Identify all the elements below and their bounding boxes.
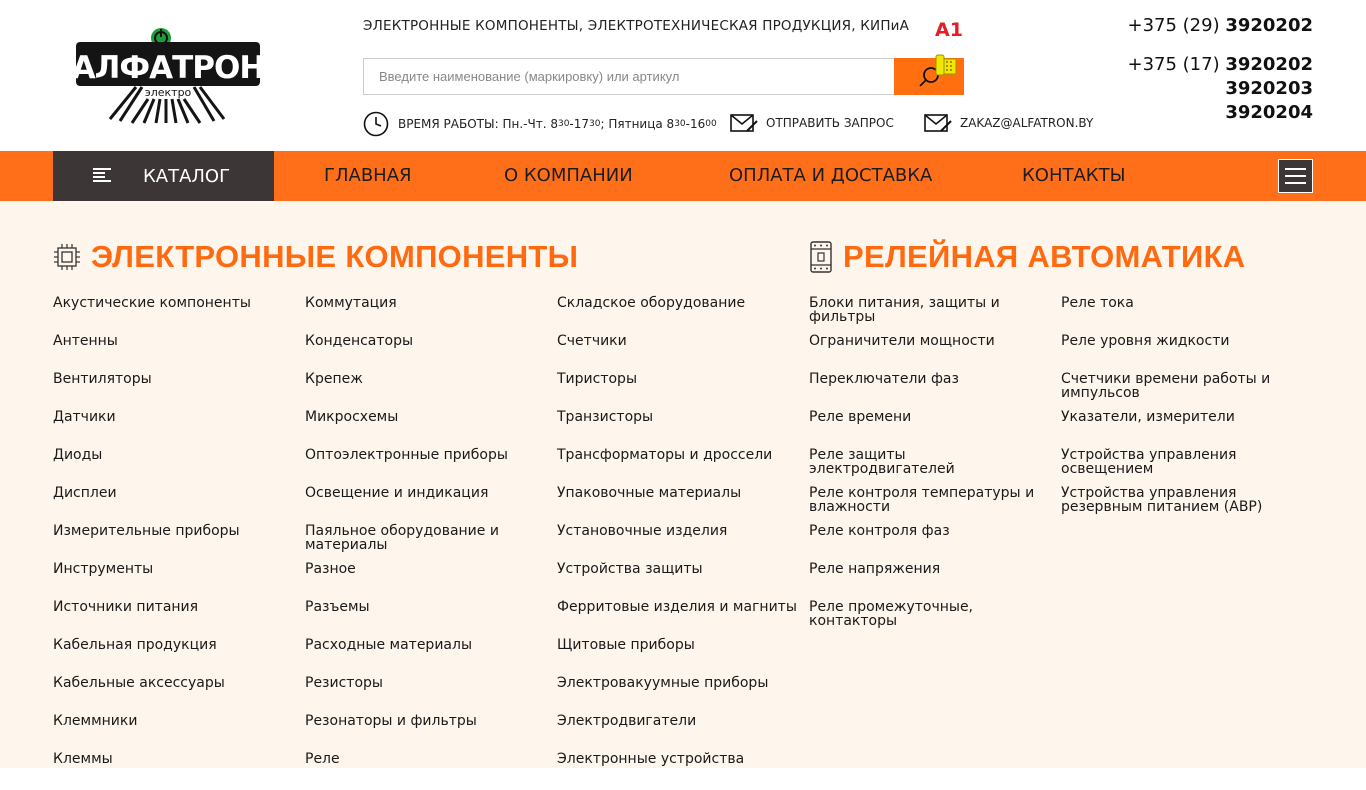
nav-payment-delivery[interactable]: ОПЛАТА И ДОСТАВКА [729, 165, 933, 186]
catalog-link[interactable]: Инструменты [53, 561, 154, 577]
section-title: РЕЛЕЙНАЯ АВТОМАТИКА [843, 239, 1246, 274]
envelope-pen-icon [730, 111, 758, 135]
catalog-link[interactable]: Клеммники [53, 713, 138, 729]
catalog-link[interactable]: Реле контроля температуры и влажности [809, 485, 1035, 515]
a1-operator-icon [935, 16, 964, 41]
relay-column-1 [809, 296, 1045, 638]
catalog-link[interactable]: Счетчики времени работы и импульсов [1061, 371, 1271, 401]
catalog-link[interactable]: Разъемы [305, 599, 370, 615]
main-nav [0, 151, 1366, 201]
hours-weekdays: Пн.-Чт. 8 [502, 117, 558, 131]
hours-label: ВРЕМЯ РАБОТЫ: [398, 117, 499, 131]
catalog-link[interactable]: Измерительные приборы [53, 523, 240, 539]
section-relay-automation[interactable] [809, 239, 1246, 275]
catalog-link[interactable]: Крепеж [305, 371, 363, 387]
clock-icon [363, 111, 389, 137]
section-title: ЭЛЕКТРОННЫЕ КОМПОНЕНТЫ [91, 239, 579, 274]
catalog-link[interactable]: Тиристоры [557, 371, 637, 387]
catalog-link[interactable]: Ферритовые изделия и магниты [557, 599, 797, 615]
hours-sup: 30 [589, 119, 601, 129]
nav-home[interactable]: ГЛАВНАЯ [324, 165, 412, 186]
catalog-link[interactable]: Электровакуумные приборы [557, 675, 769, 691]
nav-about[interactable]: О КОМПАНИИ [504, 165, 633, 186]
nav-contacts[interactable]: КОНТАКТЫ [1022, 165, 1126, 186]
catalog-link[interactable]: Упаковочные материалы [557, 485, 742, 501]
catalog-link[interactable]: Устройства управления резервным питанием (АВР) [1061, 485, 1263, 515]
catalog-link[interactable]: Складское оборудование [557, 295, 746, 311]
relay-module-icon [809, 241, 833, 273]
site-tagline: ЭЛЕКТРОННЫЕ КОМПОНЕНТЫ, ЭЛЕКТРОТЕХНИЧЕСКАЯ ПРОДУКЦИЯ, КИПиА [363, 18, 910, 34]
phone-number: 3920203 [1225, 78, 1313, 99]
hours-sup: 30 [674, 119, 686, 129]
phone-mobile[interactable] [935, 14, 1313, 41]
catalog-link[interactable]: Реле [305, 751, 340, 767]
send-request-link[interactable] [730, 111, 894, 135]
catalog-link[interactable]: Ограничители мощности [809, 333, 995, 349]
catalog-label: КАТАЛОГ [143, 165, 231, 187]
hours-sup: 30 [557, 119, 570, 129]
catalog-link[interactable]: Резисторы [305, 675, 383, 691]
catalog-link[interactable]: Установочные изделия [557, 523, 728, 539]
catalog-link[interactable]: Реле контроля фаз [809, 523, 950, 539]
catalog-link[interactable]: Акустические компоненты [53, 295, 251, 311]
catalog-link[interactable]: Источники питания [53, 599, 199, 615]
catalog-link[interactable]: Трансформаторы и дроссели [557, 447, 773, 463]
catalog-link[interactable]: Дисплеи [53, 485, 117, 501]
catalog-link[interactable]: Указатели, измерители [1061, 409, 1235, 425]
catalog-button[interactable] [53, 151, 274, 201]
catalog-link[interactable]: Паяльное оборудование и материалы [305, 523, 499, 553]
search-bar [363, 58, 964, 95]
catalog-link[interactable]: Щитовые приборы [557, 637, 695, 653]
hours-sup: 00 [705, 119, 717, 129]
catalog-link[interactable]: Счетчики [557, 333, 627, 349]
catalog-link[interactable]: Реле промежуточные, контакторы [809, 599, 974, 629]
catalog-link[interactable]: Антенны [53, 333, 118, 349]
hours-text: -16 [685, 117, 706, 131]
catalog-link[interactable]: Расходные материалы [305, 637, 472, 653]
electronic-column-2 [305, 296, 545, 790]
phone-number: 3920202 [1225, 15, 1313, 36]
desk-phone-icon [935, 53, 957, 77]
catalog-link[interactable]: Переключатели фаз [809, 371, 959, 387]
catalog-link[interactable]: Устройства защиты [557, 561, 703, 577]
section-electronic-components[interactable] [53, 239, 578, 275]
working-hours [363, 111, 717, 137]
catalog-link[interactable]: Клеммы [53, 751, 113, 767]
chip-icon [53, 243, 81, 271]
svg-text:A1: A1 [935, 19, 964, 41]
svg-text:электро: электро [144, 86, 192, 99]
search-input[interactable] [364, 59, 894, 94]
catalog-link[interactable]: Микросхемы [305, 409, 399, 425]
catalog-link[interactable]: Реле тока [1061, 295, 1134, 311]
catalog-link[interactable]: Реле времени [809, 409, 912, 425]
site-header [0, 0, 1366, 151]
catalog-link[interactable]: Коммутация [305, 295, 397, 311]
email-address: ZAKAZ@ALFATRON.BY [960, 116, 1094, 130]
catalog-link[interactable]: Блоки питания, защиты и фильтры [809, 295, 1000, 325]
catalog-link[interactable]: Вентиляторы [53, 371, 152, 387]
catalog-link[interactable]: Электродвигатели [557, 713, 697, 729]
phone-landline[interactable] [1127, 77, 1313, 101]
catalog-link[interactable]: Кабельные аксессуары [53, 675, 225, 691]
phone-landline[interactable] [1127, 101, 1313, 125]
list-icon [93, 167, 111, 185]
catalog-link[interactable]: Конденсаторы [305, 333, 414, 349]
catalog-link[interactable]: Датчики [53, 409, 116, 425]
hours-text: -17 [569, 117, 590, 131]
catalog-link[interactable]: Транзисторы [557, 409, 654, 425]
phone-landline[interactable] [1127, 53, 1313, 77]
catalog-content [0, 201, 1366, 768]
relay-column-2 [1061, 296, 1301, 524]
catalog-link[interactable]: Реле уровня жидкости [1061, 333, 1230, 349]
catalog-link[interactable]: Диоды [53, 447, 103, 463]
phone-number: 3920204 [1225, 102, 1313, 123]
catalog-link[interactable]: Реле защиты электродвигателей [809, 447, 955, 477]
catalog-link[interactable]: Реле напряжения [809, 561, 941, 577]
electronic-column-3 [557, 296, 797, 790]
catalog-link[interactable]: Электронные устройства [557, 751, 745, 767]
email-link[interactable] [924, 111, 1093, 135]
catalog-link[interactable]: Резонаторы и фильтры [305, 713, 477, 729]
hours-friday: ; Пятница 8 [600, 117, 675, 131]
svg-text:АЛФАТРОН: АЛФАТРОН [71, 50, 265, 86]
send-request-label: ОТПРАВИТЬ ЗАПРОС [766, 116, 894, 130]
catalog-link[interactable]: Разное [305, 561, 356, 577]
catalog-link[interactable]: Освещение и индикация [305, 485, 489, 501]
catalog-link[interactable]: Оптоэлектронные приборы [305, 447, 508, 463]
phone-prefix: +375 (17) [1127, 54, 1226, 75]
phone-number: 3920202 [1225, 54, 1313, 75]
menu-icon[interactable] [1278, 159, 1313, 193]
catalog-link[interactable]: Устройства управления освещением [1061, 447, 1237, 477]
catalog-link[interactable]: Кабельная продукция [53, 637, 217, 653]
envelope-pen-icon [924, 111, 952, 135]
electronic-column-1 [53, 296, 293, 790]
phone-prefix: +375 (29) [1127, 15, 1226, 36]
site-logo[interactable] [71, 27, 265, 125]
